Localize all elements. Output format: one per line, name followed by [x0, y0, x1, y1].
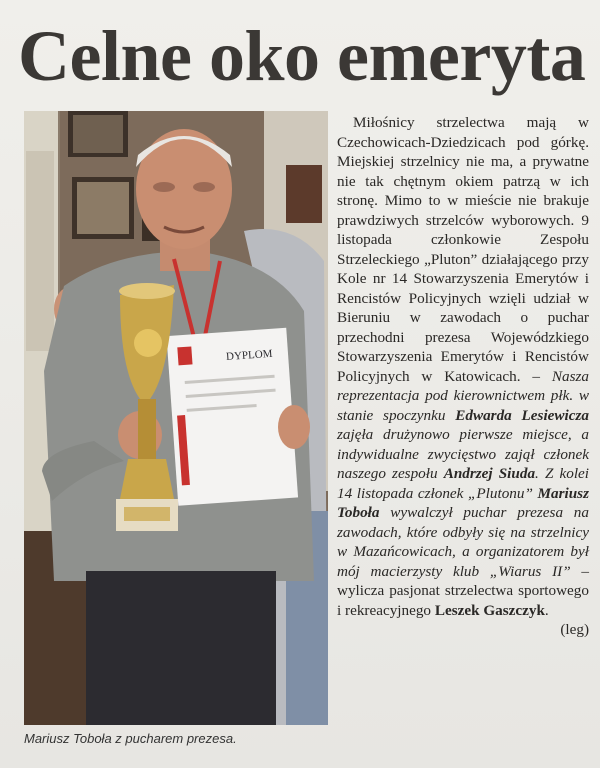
article-photo [24, 111, 328, 725]
quote-text: wywalczył puchar prezesa na zawodach, które odbyły się na strzelnicy w Mazańcowicach, a organizatorem był mój macierzysty klub „Wiarus II” [337, 504, 589, 580]
quote-text: Nasza reprezentacja pod kierownictwem płk. w stanie spoczynku [337, 367, 589, 424]
article-paragraph [337, 113, 590, 638]
diploma-text: DYPLOM [225, 347, 273, 364]
photo-caption: Mariusz Toboła z pucharem prezesa. [24, 731, 237, 746]
person-name: Andrzej Siuda [443, 465, 536, 482]
author-signoff: (leg) [560, 621, 589, 638]
person-name: Edwarda Lesiewicza [455, 406, 590, 424]
person-name: Leszek Gaszczyk [434, 601, 545, 619]
quote-text: zajęła drużynowo pierwsze miejsce, a indywidualne zwycięstwo zajął członek naszego zespołu [337, 426, 589, 482]
person-name: Mariusz Toboła [337, 484, 589, 521]
article-body [337, 113, 589, 763]
quote-text: . Z kolei 14 listopada członek „Plutonu” [337, 465, 589, 502]
article-lead-text: Miłośnicy strzelectwa mają w Czechowicach-Dziedzicach pod górkę. Miejskiej strzelnicy nie ma, a prywatne nie tak chętnym okiem patrzą w ich stronę. Mimo to w mieście nie brakuje prawdziwych strzelców wyborowych. 9 listopada członkowie Zespołu Strzeleckiego „Pluton” działającego przy Kole nr 14 Stowarzyszenia Emerytów i Rencistów Policyjnych wzięli udział w Bieruniu w zawodach o puchar przechodni prezesa Wojewódzkiego Stowarzyszenia Emerytów i Rencistów Policyjnych w Katowicach. – [337, 114, 589, 385]
headline: Celne oko emeryta [18, 16, 586, 96]
photo-trousers [86, 571, 276, 725]
attribution-text: – wylicza pasjonat strzelectwa sportowego i rekreacyjnego [337, 562, 589, 619]
sentence-end: . [544, 601, 549, 619]
